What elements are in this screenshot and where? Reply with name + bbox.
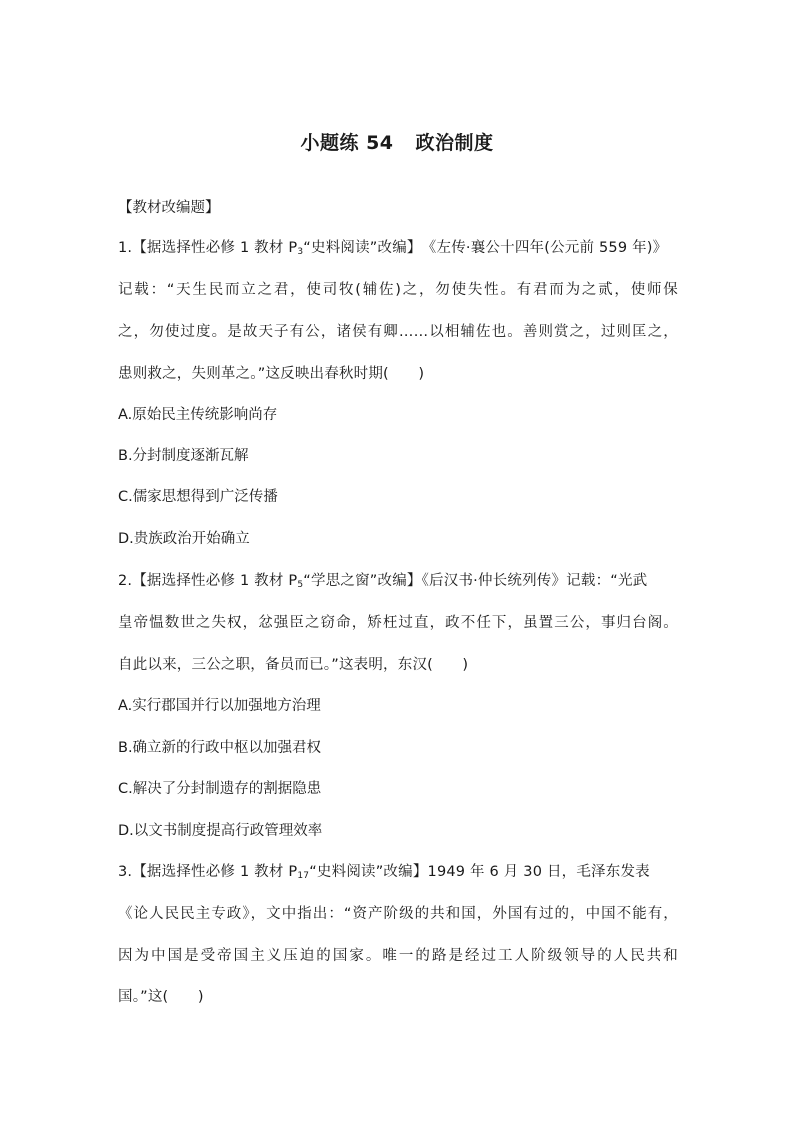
title-main: 小题练 54 <box>300 132 394 154</box>
q3-line-4: 国。”这( ) <box>118 989 204 1005</box>
q2-line-3: 自此以来，三公之职，备员而已。”这表明，东汉( ) <box>118 657 469 673</box>
page-title <box>0 128 794 155</box>
title-sub: 政治制度 <box>415 132 494 154</box>
q1-line-1: 1.【据选择性必修 1 教材 $P_3“$史料阅读”改编】 《左传·襄公十四年(公元前 559 年)》 <box>118 240 668 257</box>
q1-option-d: D.贵族政治开始确立 <box>118 531 250 547</box>
q2-option-d: D.以文书制度提高行政管理效率 <box>118 823 323 839</box>
q2-option-c: C.解决了分封制遗存的割据隐患 <box>118 781 322 797</box>
q3-line-2: 《论人民民主专政》，文中指出：“资产阶级的共和国，外国有过的，中国不能有， <box>118 906 678 922</box>
q3-line-1: 3.【据选择性必修 1 教材 $P_{17}“$史料阅读”改编】1949 年 6 月 30 日，毛泽东发表 <box>118 864 650 881</box>
q2-line-1: 2.【据选择性必修 1 教材 $P_5“$学思之窗”改编】《后汉书·仲长统列传》记载：“光武 <box>118 573 648 590</box>
q2-option-b: B.确立新的行政中枢以加强君权 <box>118 740 322 756</box>
q1-line-4: 患则救之，失则革之。”这反映出春秋时期( ) <box>118 366 425 382</box>
q1-option-b: B.分封制度逐渐瓦解 <box>118 448 249 464</box>
q1-line-2: 记载：“天生民而立之君，使司牧(辅佐)之，勿使失性。有君而为之贰，使师保 <box>118 282 678 298</box>
section-label: 【教材改编题】 <box>118 200 220 216</box>
q1-line-3: 之，勿使过度。是故天子有公，诸侯有卿……以相辅佐也。善则赏之，过则匡之， <box>118 324 678 340</box>
q3-line-3: 因为中国是受帝国主义压迫的国家。唯一的路是经过工人阶级领导的人民共和 <box>118 948 678 964</box>
q2-line-2: 皇帝愠数世之失权，忿强臣之窃命，矫枉过直，政不任下，虽置三公，事归台阁。 <box>118 615 678 631</box>
q1-option-c: C.儒家思想得到广泛传播 <box>118 489 278 505</box>
q2-option-a: A.实行郡国并行以加强地方治理 <box>118 698 321 714</box>
q1-option-a: A.原始民主传统影响尚存 <box>118 407 278 423</box>
